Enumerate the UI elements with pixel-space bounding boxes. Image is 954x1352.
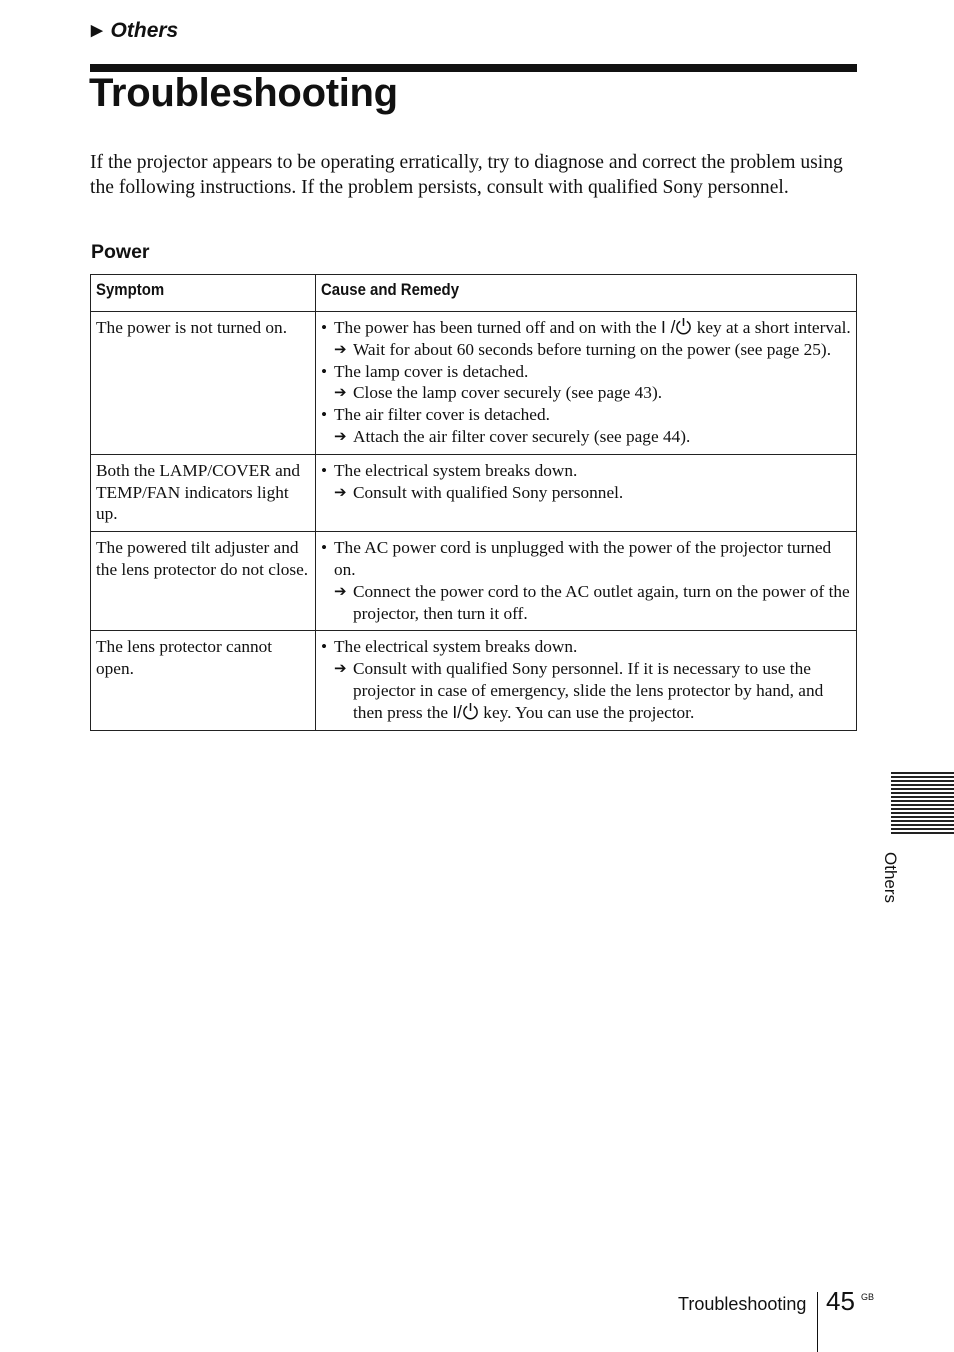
cause-line — [334, 636, 851, 658]
header-cause-remedy: Cause and Remedy — [316, 275, 857, 312]
cause-line — [334, 460, 851, 482]
symptom-cell — [91, 631, 316, 730]
triangle-icon: ▶ — [91, 22, 103, 39]
arrow-right-icon: ➔ — [334, 426, 347, 445]
cause-remedy-cell — [316, 454, 857, 531]
header-symptom: Symptom — [91, 275, 316, 312]
symptom-cell — [91, 532, 316, 631]
remedy-line — [334, 382, 851, 404]
remedy-line — [334, 658, 851, 723]
symptom-cell — [91, 312, 316, 455]
cause-remedy-cell — [316, 631, 857, 730]
remedy-line — [334, 426, 851, 448]
remedy-text: Consult with qualified Sony personnel. — [353, 482, 624, 502]
side-tab-marker — [891, 772, 954, 836]
cause-line — [334, 404, 851, 426]
power-icon — [462, 702, 479, 721]
arrow-right-icon: ➔ — [334, 383, 347, 402]
arrow-right-icon: ➔ — [334, 659, 347, 678]
cause-text: The AC power cord is unplugged with the power of the projector turned on. — [334, 538, 832, 579]
cause-remedy-cell — [316, 532, 857, 631]
cause-remedy-cell — [316, 312, 857, 455]
arrow-right-icon: ➔ — [334, 581, 347, 600]
cause-item — [321, 460, 851, 504]
cause-list — [321, 317, 851, 448]
power-icon — [675, 317, 692, 336]
remedy-line — [334, 581, 851, 625]
cause-text-cont: key at a short interval. — [696, 318, 851, 337]
page-suffix: GB — [861, 1292, 875, 1302]
table-row — [91, 312, 857, 455]
cause-text: The air filter cover is detached. — [334, 405, 550, 425]
subheading-power: Power — [91, 241, 150, 263]
cause-item — [321, 317, 851, 361]
intro-paragraph: If the projector appears to be operating erratically, try to diagnose and correct the problem using the following instructions. If the problem persists, consult with qualified Sony personnel. — [90, 152, 843, 198]
remedy-text-cont: key. You can use the projector. — [483, 702, 695, 722]
symptom-cell — [91, 454, 316, 531]
cause-item — [321, 361, 851, 405]
arrow-right-icon: ➔ — [334, 339, 347, 358]
cause-text: The lamp cover is detached. — [334, 361, 529, 381]
side-tab-label: Others — [881, 852, 900, 904]
cause-text: The electrical system breaks down. — [334, 637, 578, 657]
page-number: 45 — [826, 1286, 855, 1316]
troubleshooting-table — [90, 274, 857, 731]
table-row — [91, 454, 857, 531]
table-header-row — [91, 275, 857, 312]
cause-line — [334, 537, 851, 581]
remedy-text: Close the lamp cover securely (see page 43). — [353, 383, 663, 403]
remedy-line — [334, 339, 851, 361]
table-row — [91, 631, 857, 730]
section-label: Others — [110, 19, 179, 42]
symptom-text: The powered tilt adjuster and the lens protector do not close. — [96, 538, 309, 579]
cause-line — [334, 317, 851, 339]
symptom-text: The power is not turned on. — [96, 318, 288, 337]
cause-list — [321, 537, 851, 624]
cause-item — [321, 404, 851, 448]
symptom-text: The lens protector cannot open. — [96, 637, 273, 679]
arrow-right-icon: ➔ — [334, 482, 347, 501]
cause-list — [321, 636, 851, 723]
cause-text: The power has been turned off and on with the — [334, 318, 657, 337]
power-key-label: I / — [660, 317, 676, 337]
remedy-line — [334, 482, 851, 504]
section-breadcrumb — [91, 19, 178, 43]
remedy-text: Wait for about 60 seconds before turning on the power (see page 25). — [353, 339, 832, 359]
remedy-text: Attach the air filter cover securely (see page 44). — [353, 426, 691, 446]
cause-line — [334, 361, 851, 383]
symptom-text: Both the LAMP/COVER and TEMP/FAN indicators light up. — [96, 460, 301, 524]
cause-list — [321, 460, 851, 504]
page-title: Troubleshooting — [89, 71, 398, 115]
power-key-label: I/ — [452, 701, 462, 722]
footer-divider — [817, 1292, 818, 1352]
table-row — [91, 532, 857, 631]
remedy-text: Connect the power cord to the AC outlet again, turn on the power of the projector, then turn it off. — [353, 581, 850, 623]
cause-text: The electrical system breaks down. — [334, 460, 578, 480]
cause-item — [321, 636, 851, 723]
footer-section-label: Troubleshooting — [678, 1294, 807, 1314]
cause-item — [321, 537, 851, 624]
remedy-text: Consult with qualified Sony personnel. If it is necessary to use the projector in case of emergency, slide the lens protector by hand, and then press the — [353, 659, 824, 722]
